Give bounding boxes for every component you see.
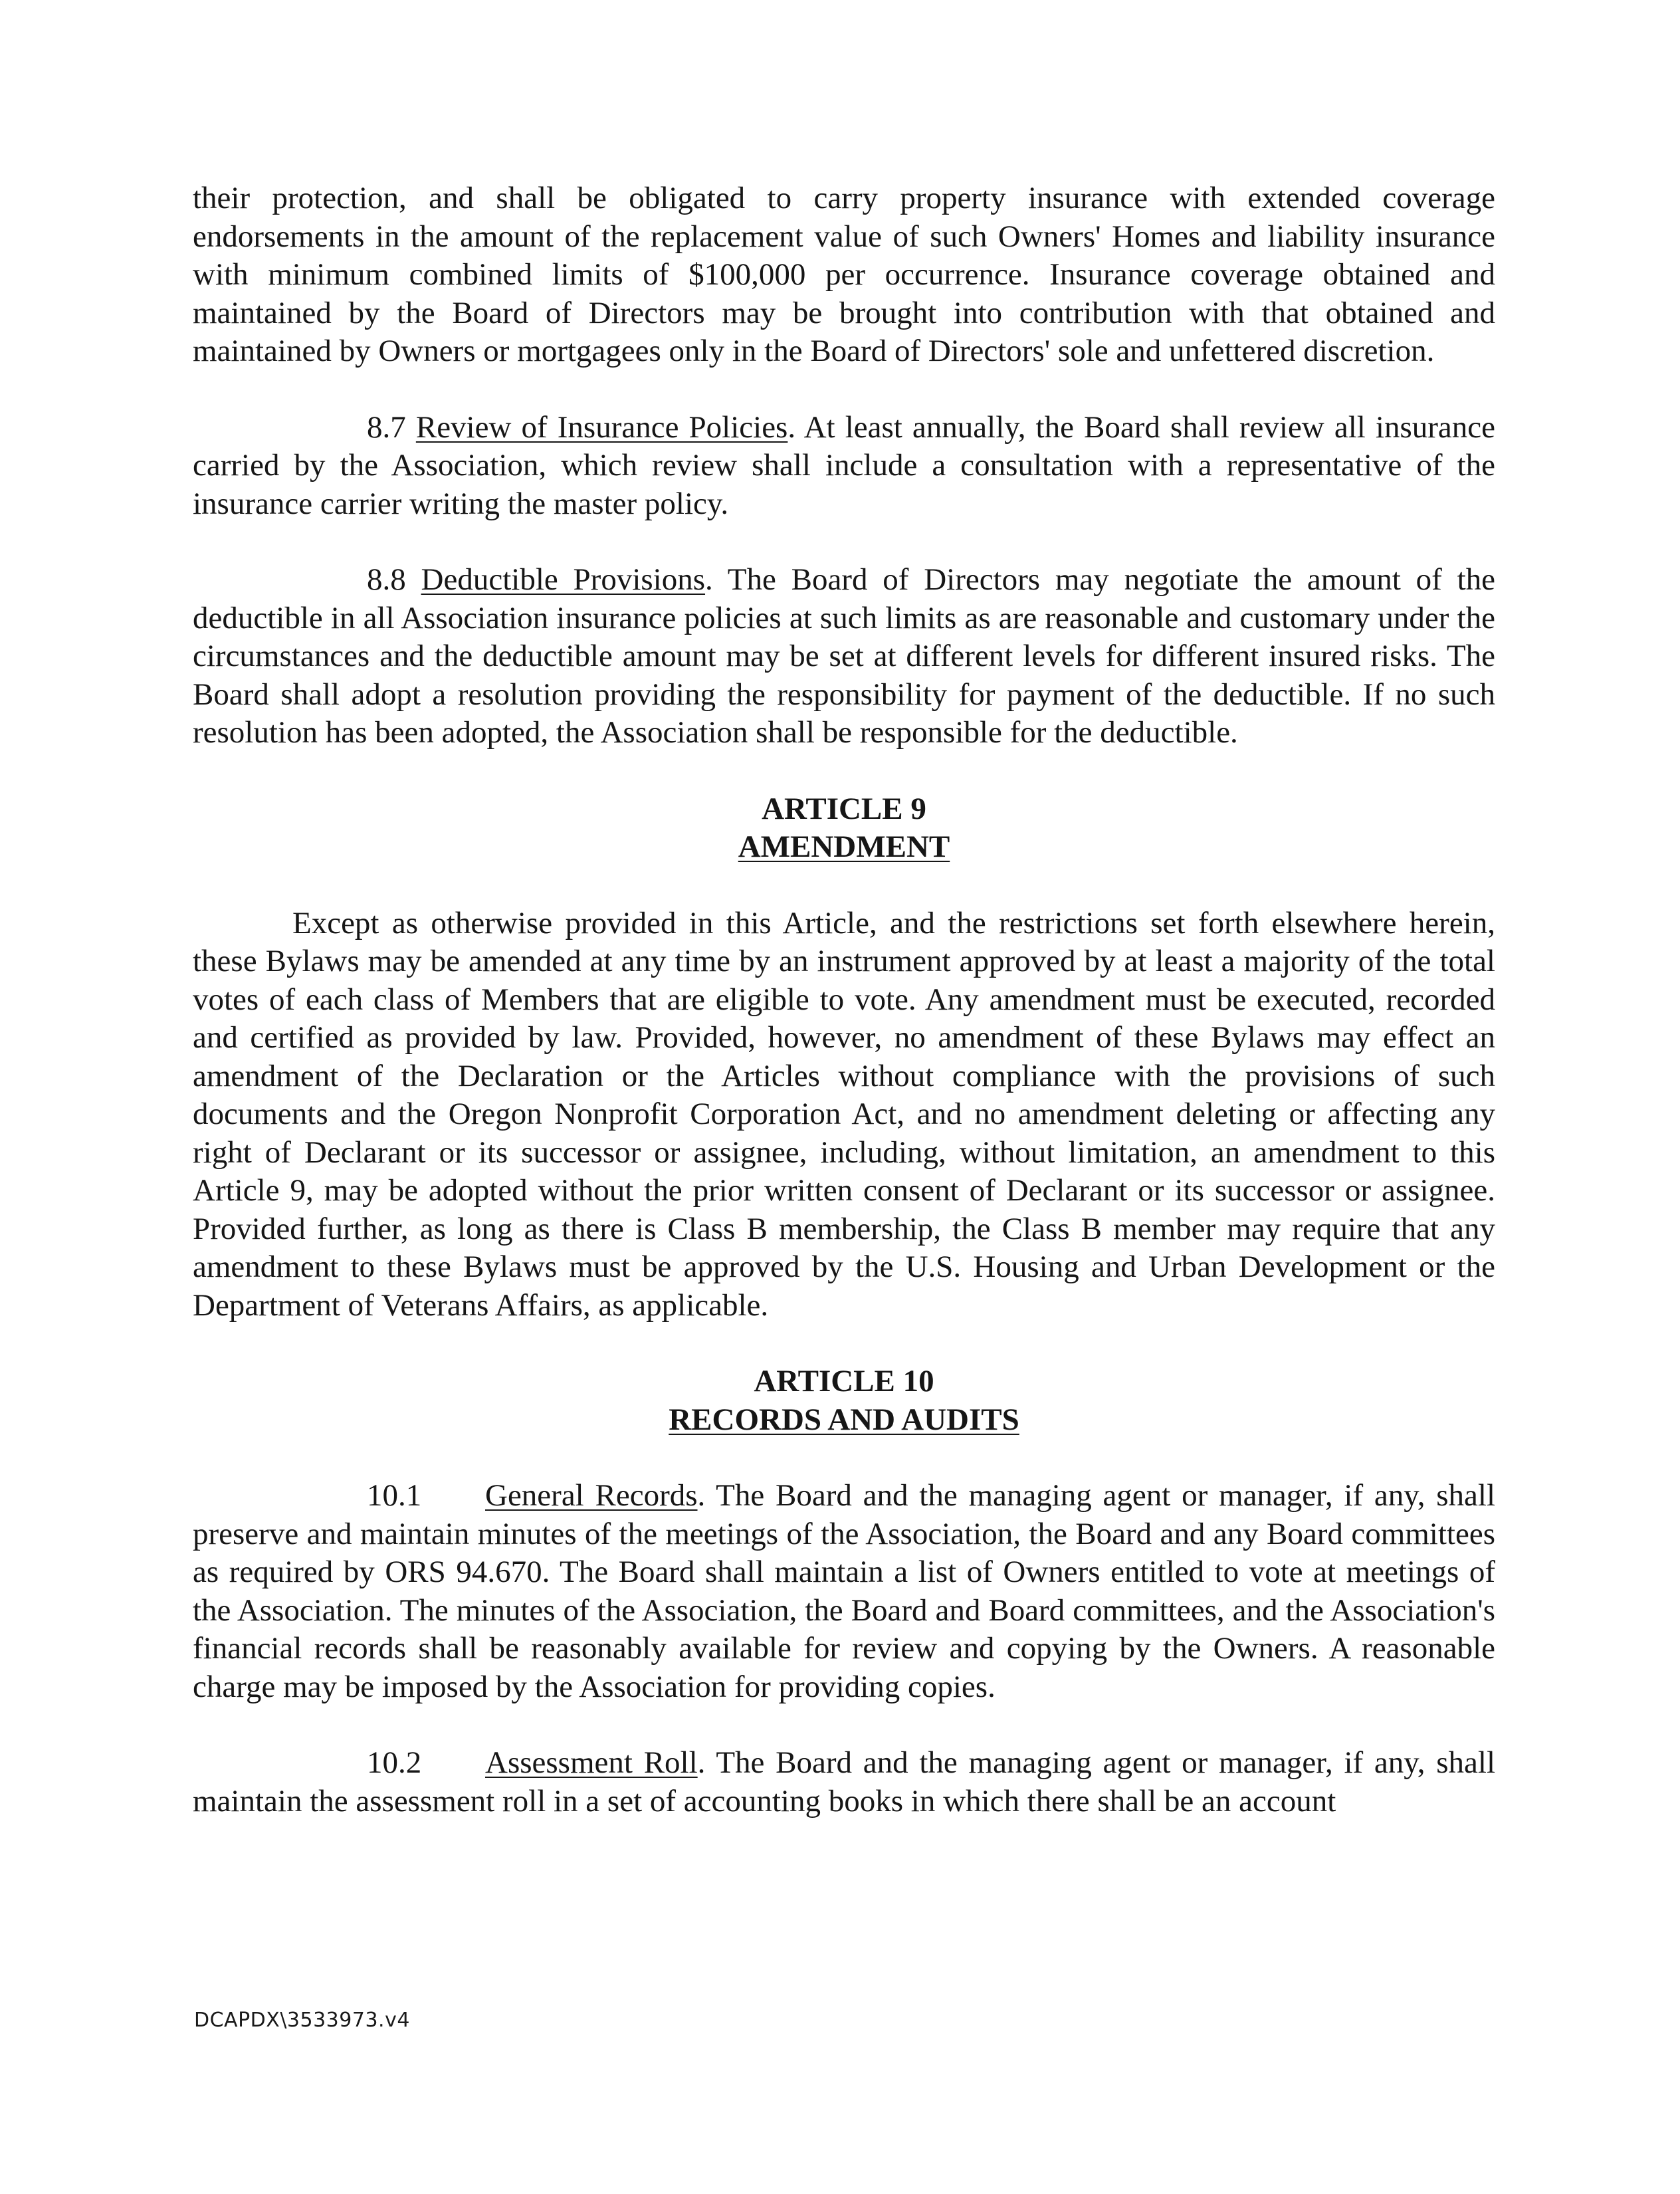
section-8-7 (193, 409, 1495, 524)
article-subtitle: AMENDMENT (738, 829, 950, 864)
section-title: General Records (485, 1478, 698, 1513)
document-body (193, 179, 1495, 1820)
document-id-footer: DCAPDX\3533973.v4 (194, 2009, 410, 2032)
section-10-1 (193, 1477, 1495, 1706)
section-title: Review of Insurance Policies (415, 409, 788, 445)
article-title: ARTICLE 10 (754, 1364, 934, 1398)
article-9-heading (193, 790, 1495, 867)
section-body: . The Board and the managing agent or manager, if any, shall preserve and maintain minutes of the meetings of the Association, the Board and any Board committees as required by ORS 94.670. The Board shall maintain a list of Owners entitled to vote at meetings of the Association. The minutes of the Association, the Board and Board committees, and the Association's financial records shall be reasonably available for review and copying by the Owners. A reasonable charge may be imposed by the Association for providing copies. (193, 1478, 1495, 1704)
section-number: 8.8 (367, 562, 406, 597)
article-title: ARTICLE 9 (762, 791, 926, 826)
section-title: Assessment Roll (485, 1745, 698, 1780)
section-number: 8.7 (367, 409, 406, 445)
section-body: . At least annually, the Board shall review all insurance carried by the Association, which review shall include a consultation with a representative of the insurance carrier writing the master policy. (193, 409, 1495, 521)
section-title: Deductible Provisions (421, 562, 706, 597)
article-10-heading (193, 1363, 1495, 1439)
continuation-paragraph: their protection, and shall be obligated to carry property insurance with extended coverage endorsements in the amount of the replacement value of such Owners' Homes and liability insurance with minimum combined limits of $100,000 per occurrence. Insurance coverage obtained and maintained by the Board of Directors may be brought into contribution with that obtained and maintained by Owners or mortgagees only in the Board of Directors' sole and unfettered discretion. (193, 181, 1495, 368)
section-body: . The Board of Directors may negotiate the amount of the deductible in all Association insurance policies at such limits as are reasonable and customary under the circumstances and the deductible amount may be set at different levels for different insured risks. The Board shall adopt a resolution providing the responsibility for payment of the deductible. If no such resolution has been adopted, the Association shall be responsible for the deductible. (193, 562, 1495, 750)
section-8-8 (193, 561, 1495, 752)
article-9-body: Except as otherwise provided in this Article, and the restrictions set forth elsewhere herein, these Bylaws may be amended at any time by an instrument approved by at least a majority of the total votes of each class of Members that are eligible to vote. Any amendment must be executed, recorded and certified as provided by law. Provided, however, no amendment of these Bylaws may effect an amendment of the Declaration or the Articles without compliance with the provisions of such documents and the Oregon Nonprofit Corporation Act, and no amendment deleting or affecting any right of Declarant or its successor or assignee, including, without limitation, an amendment to this Article 9, may be adopted without the prior written consent of Declarant or its successor or assignee. Provided further, as long as there is Class B membership, the Class B member may require that any amendment to these Bylaws must be approved by the U.S. Housing and Urban Development or the Department of Veterans Affairs, as applicable. (193, 905, 1495, 1323)
section-body: . The Board and the managing agent or manager, if any, shall maintain the assessment roll in a set of accounting books in which there shall be an account (193, 1745, 1495, 1818)
section-10-2 (193, 1744, 1495, 1820)
section-number: 10.1 (367, 1478, 422, 1513)
section-number: 10.2 (367, 1745, 422, 1780)
article-subtitle: RECORDS AND AUDITS (669, 1402, 1019, 1437)
